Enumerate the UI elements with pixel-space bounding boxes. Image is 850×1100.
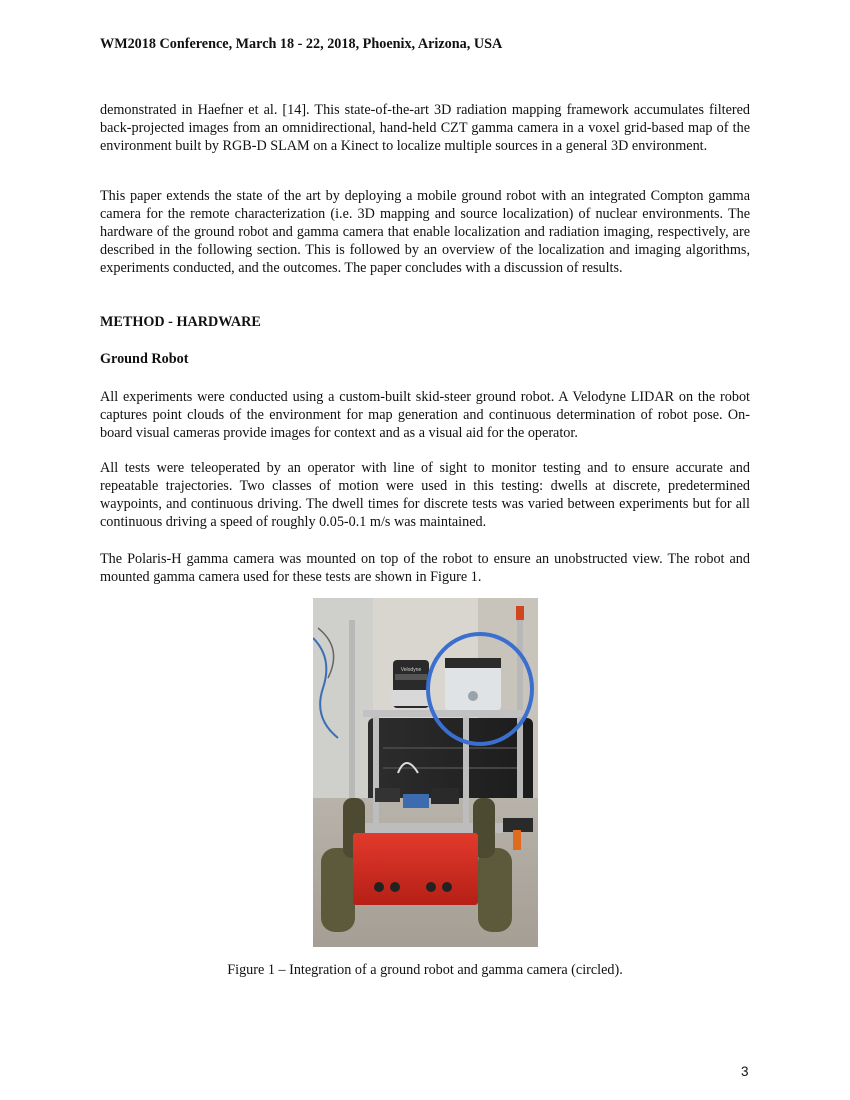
right-mast xyxy=(517,618,523,798)
lidar-label: Velodyne xyxy=(400,667,422,673)
wheel-front-right xyxy=(478,848,512,932)
page-number: 3 xyxy=(741,1064,749,1079)
gamma-camera xyxy=(445,666,501,710)
paragraph-camera-mount: The Polaris-H gamma camera was mounted on top of the robot to ensure an unobstructed view. The robot and mounted gamma camera used for these tests are shown in Figure 1. xyxy=(100,551,750,585)
paragraph-contribution: This paper extends the state of the art by deploying a mobile ground robot with an integrated Compton gamma camera for the remote characterization (i.e. 3D mapping and source localization) of nuclear environments. The hardware of the ground robot and gamma camera that enable localization and radiation imaging, respectively, are described in the following section. This is followed by an overview of the localization and imaging algorithms, experiments conducted, and the outcomes. The paper concludes with a discussion of results. xyxy=(100,188,750,276)
robot-red-body xyxy=(353,833,478,905)
figure-robot-photo xyxy=(313,598,538,947)
paragraph-robot-description: All experiments were conducted using a custom-built skid-steer ground robot. A Velodyne LIDAR on the robot captures point clouds of the environment for map generation and continuous determination of robot pose. On-board visual cameras provide images for context and as a visual aid for the operator. xyxy=(100,389,750,441)
paragraph-teleoperation: All tests were teleoperated by an operator with line of sight to monitor testing and to ensure accurate and repeatable trajectories. Two classes of motion were used in this testing: dwells at discrete, predetermined waypoints, and continuous driving. The dwell times for discrete tests was varied between experiments but for all continuous driving a speed of roughly 0.05-0.1 m/s was maintained. xyxy=(100,460,750,530)
section-heading: METHOD - HARDWARE xyxy=(100,314,261,330)
running-header: WM2018 Conference, March 18 - 22, 2018, Phoenix, Arizona, USA xyxy=(100,36,503,52)
subsection-heading: Ground Robot xyxy=(100,351,189,367)
upper-frame xyxy=(363,710,523,717)
wheel-front-left xyxy=(321,848,355,932)
robot-photo-illustration xyxy=(313,598,538,947)
figure-caption: Figure 1 – Integration of a ground robot and gamma camera (circled). xyxy=(227,962,623,978)
paragraph-intro-continued: demonstrated in Haefner et al. [14]. This state-of-the-art 3D radiation mapping framework accumulates filtered back-projected images from an omnidirectional, hand-held CZT gamma camera in a voxel grid-based map of the environment built by RGB-D SLAM on a Kinect to localize multiple sources in a general 3D environment. xyxy=(100,102,750,154)
